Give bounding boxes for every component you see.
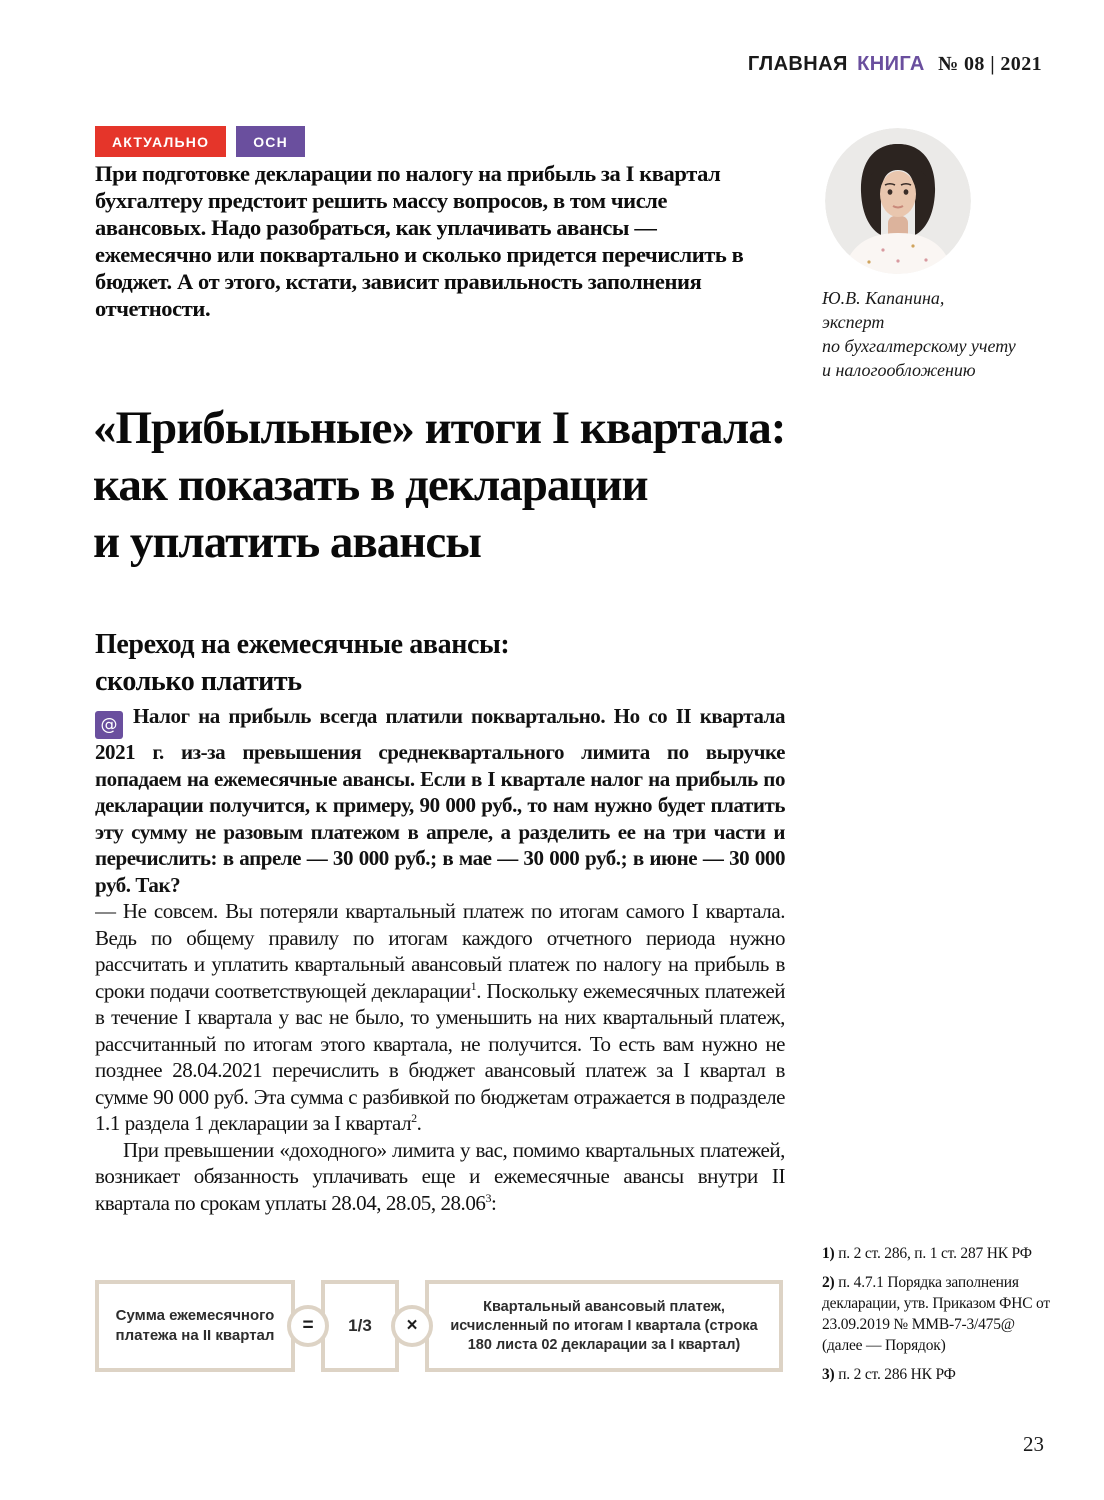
footnote-ref-3: 3 bbox=[485, 1190, 492, 1205]
footnote-3 bbox=[822, 1364, 1050, 1385]
author-name: Ю.В. Капанина, bbox=[822, 288, 945, 308]
author-block bbox=[822, 128, 1052, 382]
article-body bbox=[95, 703, 785, 1278]
author-photo bbox=[825, 128, 971, 274]
author-role-line3: и налогообложению bbox=[822, 360, 976, 380]
footnote-1-number: 1) bbox=[822, 1245, 835, 1262]
author-role-line2: по бухгалтерскому учету bbox=[822, 336, 1016, 356]
footnote-ref-2: 2 bbox=[411, 1111, 417, 1126]
footnote-2 bbox=[822, 1272, 1050, 1356]
reader-question-paragraph bbox=[95, 703, 785, 898]
expert-answer-paragraph bbox=[95, 898, 785, 1137]
footnote-1 bbox=[822, 1243, 1050, 1264]
page-number: 23 bbox=[1023, 1432, 1044, 1456]
email-at-icon: @ bbox=[95, 711, 123, 739]
author-caption bbox=[822, 286, 1052, 382]
multiply-operator: × bbox=[391, 1305, 433, 1347]
paragraph-text-end: : bbox=[491, 1190, 497, 1215]
footnote-2-number: 2) bbox=[822, 1274, 835, 1291]
section-heading-line2: сколько платить bbox=[95, 666, 302, 697]
footnote-3-number: 3) bbox=[822, 1366, 835, 1383]
article-title-line1: «Прибыльные» итоги I квартала: bbox=[93, 402, 786, 454]
masthead bbox=[748, 53, 1042, 76]
equals-operator: = bbox=[287, 1305, 329, 1347]
paragraph-text: При превышении «доходного» лимита у вас, помимо квартальных платежей, возникает обязанность уплачивать еще и ежемесячные авансы внутри II квартала по срокам уплаты 28.04, 28.05, 28.06 bbox=[95, 1137, 785, 1215]
formula-left-box: Сумма ежемесячного платежа на II квартал bbox=[95, 1280, 295, 1372]
footnote-3-text: п. 2 ст. 286 НК РФ bbox=[838, 1366, 956, 1383]
footnote-1-text: п. 2 ст. 286, п. 1 ст. 287 НК РФ bbox=[838, 1245, 1032, 1262]
badge-osn: ОСН bbox=[236, 126, 305, 157]
section-heading bbox=[95, 626, 795, 700]
badge-aktualno: АКТУАЛЬНО bbox=[95, 126, 226, 157]
article-title-line2: как показать в декларации bbox=[93, 459, 648, 511]
formula-right-box: Квартальный авансовый платеж, исчисленный по итогам I квартала (строка 180 листа 02 декларации за I квартал) bbox=[425, 1280, 783, 1372]
formula-fraction-box: 1/3 bbox=[321, 1280, 399, 1372]
footnote-ref-1: 1 bbox=[470, 978, 477, 993]
article-badges bbox=[95, 126, 305, 157]
magazine-title-word2: КНИГА bbox=[857, 53, 925, 75]
answer-text-3: . bbox=[416, 1111, 422, 1136]
answer-text-1: — Не совсем. Вы потеряли квартальный платеж по итогам самого I квартала. Ведь по общему правилу по итогам каждого отчетного периода нужно рассчитать и уплатить квартальный авансовый платеж по налогу на прибыль в сроки подачи соответствующей декларации bbox=[95, 899, 785, 1003]
footnote-2-text: п. 4.7.1 Порядка заполнения декларации, утв. Приказом ФНС от 23.09.2019 № ММВ-7-3/475@ (далее — Порядок) bbox=[822, 1274, 1050, 1354]
footnotes bbox=[822, 1243, 1050, 1393]
magazine-title-word1: ГЛАВНАЯ bbox=[747, 53, 848, 75]
issue-number: № 08 | 2021 bbox=[938, 53, 1042, 75]
article-title bbox=[93, 400, 1013, 571]
author-role-line1: эксперт bbox=[822, 312, 885, 332]
body-paragraph-monthly-advances bbox=[95, 1137, 785, 1217]
section-heading-line1: Переход на ежемесячные авансы: bbox=[95, 629, 510, 660]
question-text: Налог на прибыль всегда платили поквартально. Но со II квартала 2021 г. из-за превышения среднеквартального лимита по выручке попадаем на ежемесячные авансы. Если в I квартале налог на прибыль по декларации получится, к примеру, 90 000 руб., то нам нужно будет платить эту сумму не разовым платежом в апреле, а разделить ее на три части и перечислить: в апреле — 30 000 руб.; в мае — 30 000 руб.; в июне — 30 000 руб. Так? bbox=[95, 704, 785, 897]
formula-diagram bbox=[95, 1280, 783, 1372]
author-portrait-illustration bbox=[825, 128, 971, 274]
lead-paragraph: При подготовке декларации по налогу на прибыль за I квартал бухгалтеру предстоит решить массу вопросов, в том числе авансовых. Надо разобраться, как уплачивать авансы — ежемесячно или поквартально и сколько придется перечислить в бюджет. А от этого, кстати, зависит правильность заполнения отчетности. bbox=[95, 161, 744, 321]
answer-text-2: . Поскольку ежемесячных платежей в течение I квартала у вас не было, то уменьшить на них квартальный платеж, рассчитанный по итогам этого квартала, не получится. То есть вам нужно не позднее 28.04.2021 перечислить в бюджет авансовый платеж за I квартал в сумме 90 000 руб. Эта сумма с разбивкой по бюджетам отражается в подразделе 1.1 раздела 1 декларации за I квартал bbox=[95, 978, 785, 1136]
article-title-line3: и уплатить авансы bbox=[93, 516, 481, 568]
